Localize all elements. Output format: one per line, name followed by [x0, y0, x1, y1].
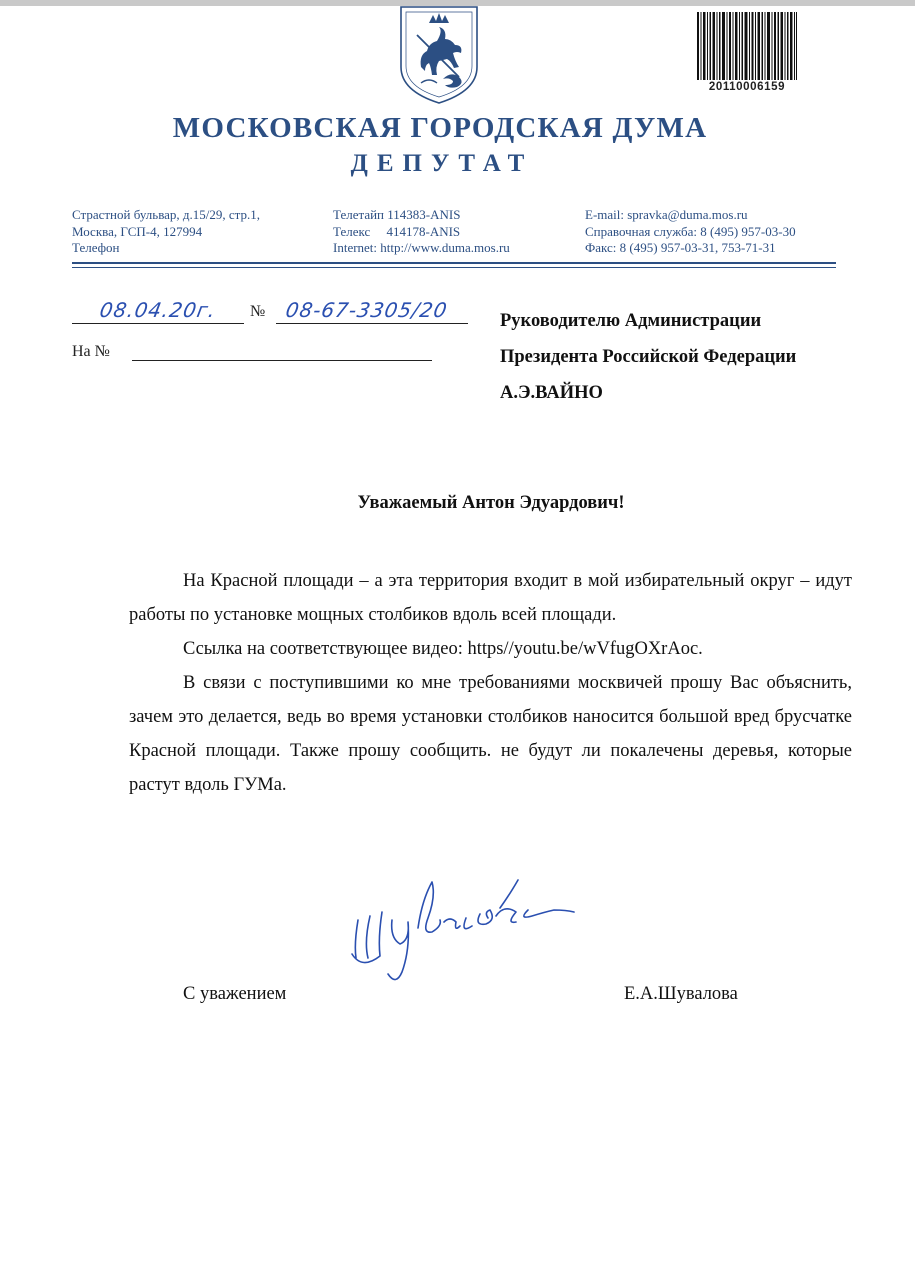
handwritten-reg-number: 08-67-3305/20 [283, 298, 450, 322]
contact-email-block [585, 207, 796, 257]
barcode [697, 12, 797, 80]
contact-line: Телетайп 114383-ANIS [333, 207, 461, 222]
contact-telex-block [333, 207, 510, 257]
reply-to-label: На № [72, 343, 110, 360]
addressee-line: Руководителю Администрации [500, 311, 762, 331]
moscow-coat-of-arms-icon [399, 5, 479, 105]
organization-title: МОСКОВСКАЯ ГОРОДСКАЯ ДУМА [172, 112, 708, 144]
signer-name: Е.А.Шувалова [624, 984, 738, 1004]
closing-phrase: С уважением [183, 984, 287, 1004]
contact-line: Телефон [72, 240, 120, 255]
addressee-block [500, 303, 796, 411]
contact-line: Факс: 8 (495) 957-03-31, 753-71-31 [585, 240, 776, 255]
addressee-line: Президента Российской Федерации [500, 347, 797, 367]
barcode-number: 20110006159 [708, 81, 786, 93]
number-underline [276, 323, 468, 324]
contact-line: E-mail: spravka@duma.mos.ru [585, 207, 748, 222]
body-paragraph: На Красной площади – а эта территория входит в мой избирательный округ – идут работы по установке мощных столбиков вдоль всей площади. [129, 571, 852, 625]
body-paragraph: Ссылка на соответствующее видео: https//youtu.be/wVfugOXrAoc. [183, 639, 703, 659]
addressee-line: А.Э.ВАЙНО [500, 383, 603, 403]
greeting: Уважаемый Антон Эдуардович! [357, 493, 625, 513]
letterhead-divider [72, 262, 836, 264]
contact-line: Москва, ГСП-4, 127994 [72, 223, 203, 239]
handwritten-date: 08.04.20г. [97, 298, 219, 322]
letterhead-divider-thin [72, 267, 836, 268]
contact-line: Страстной бульвар, д.15/29, стр.1, [72, 207, 261, 222]
contact-line: Телекс 414178-ANIS [333, 223, 461, 239]
handwritten-signature [340, 860, 590, 990]
date-underline [72, 323, 244, 324]
letter-body [129, 564, 852, 802]
organization-subtitle: ДЕПУТАТ [350, 150, 534, 177]
reply-to-underline [132, 360, 432, 361]
contact-address-block [72, 207, 260, 257]
number-label: № [250, 303, 266, 320]
body-paragraph: В связи с поступившими ко мне требованиями москвичей прошу Вас объяснить, зачем это делается, ведь во время установки столбиков наносится большой вред брусчатке Красной площади. Также прошу сообщить. не будут ли покалечены деревья, которые растут вдоль ГУМа. [129, 673, 852, 795]
contact-line: Internet: http://www.duma.mos.ru [333, 240, 510, 255]
contact-line: Справочная служба: 8 (495) 957-03-30 [585, 223, 796, 239]
